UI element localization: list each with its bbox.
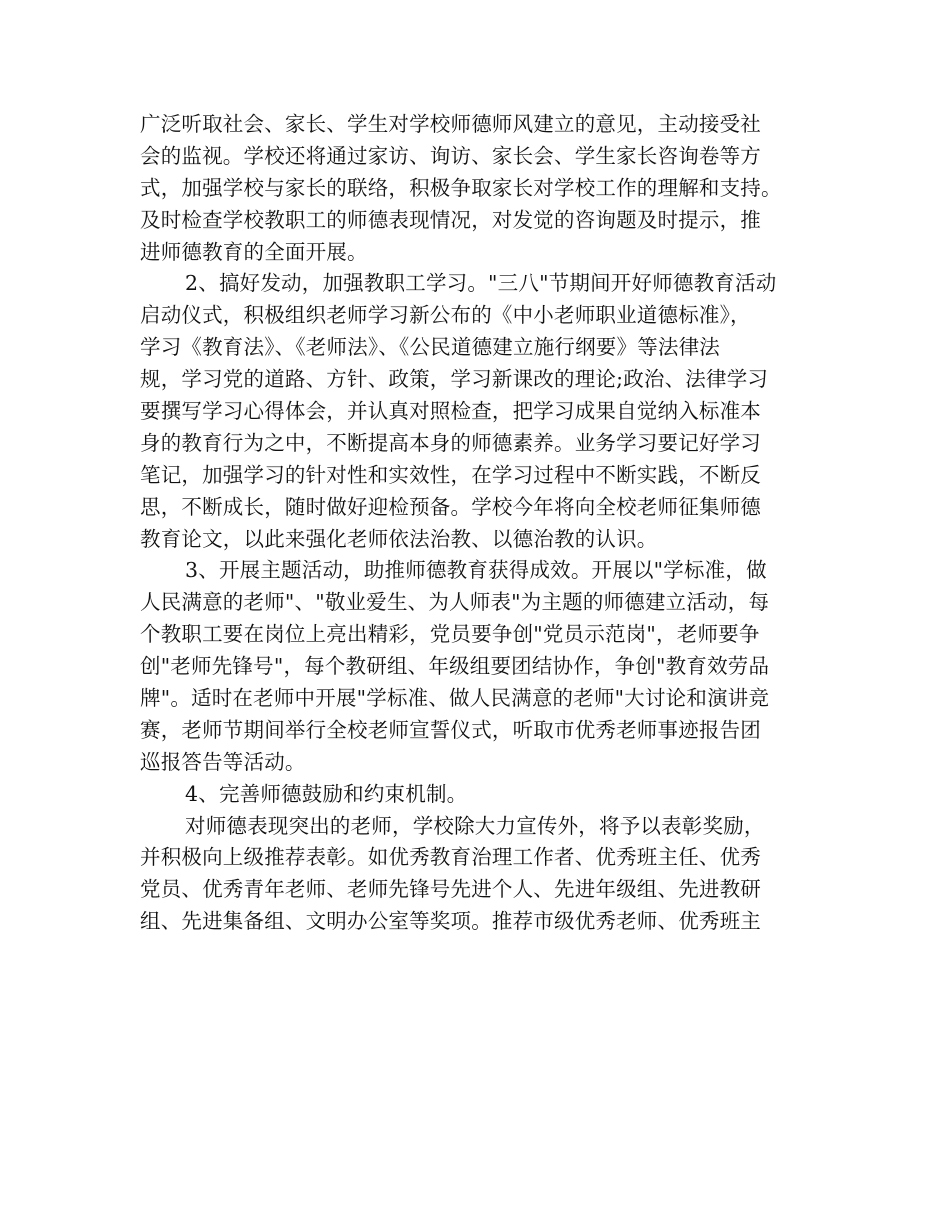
text-line: 广泛听取社会、家长、学生对学校师德师风建立的意见，主动接受社 xyxy=(140,112,761,136)
text-line: 党员、优秀青年老师、老师先锋号先进个人、先进年级组、先进教研 xyxy=(140,877,761,902)
text-line: 组、先进集备组、文明办公室等奖项。推荐市级优秀老师、优秀班主 xyxy=(140,909,761,934)
document-body xyxy=(140,109,830,938)
text-line: 个教职工要在岗位上亮出精彩，党员要争创"党员示范岗"，老师要争 xyxy=(140,622,760,647)
text-line: 思，不断成长，随时做好迎检预备。学校今年将向全校老师征集师德 xyxy=(140,494,761,519)
text-line: 会的监视。学校还将通过家访、询访、家长会、学生家长咨询卷等方 xyxy=(140,143,761,168)
text-line: 巡报答告等活动。 xyxy=(140,749,306,774)
text-line: 并积极向上级推荐表彰。如优秀教育治理工作者、优秀班主任、优秀 xyxy=(140,845,761,870)
text-line: 牌"。适时在老师中开展"学标准、做人民满意的老师"大讨论和演讲竞 xyxy=(140,686,770,711)
text-line: 要撰写学习心得体会，并认真对照检查，把学习成果自觉纳入标准本 xyxy=(140,399,761,424)
text-line: 进师德教育的全面开展。 xyxy=(140,239,368,264)
text-line: 式，加强学校与家长的联络，积极争取家长对学校工作的理解和支持。 xyxy=(140,175,782,200)
text-line: 人民满意的老师"、"敬业爱生、为人师表"为主题的师德建立活动，每 xyxy=(140,590,770,615)
text-line: 规，学习党的道路、方针、政策，学习新课改的理论;政治、法律学习 xyxy=(140,367,769,392)
text-line: 身的教育行为之中，不断提高本身的师德素养。业务学习要记好学习 xyxy=(140,430,761,455)
text-line: 笔记，加强学习的针对性和实效性，在学习过程中不断实践，不断反 xyxy=(140,462,761,487)
text-line: 及时检查学校教职工的师德表现情况，对发觉的咨询题及时提示，推 xyxy=(140,207,761,232)
text-line: 对师德表现突出的老师，学校除大力宣传外，将予以表彰奖励， xyxy=(185,813,765,838)
text-line: 创"老师先锋号"，每个教研组、年级组要团结协作，争创"教育效劳品 xyxy=(140,654,770,679)
text-line: 3、开展主题活动，助推师德教育获得成效。开展以"学标准，做 xyxy=(185,558,767,583)
text-line: 赛，老师节期间举行全校老师宣誓仪式，听取市优秀老师事迹报告团 xyxy=(140,717,761,742)
text-line: 学习《教育法》、《老师法》、《公民道德建立施行纲要》等法律法 xyxy=(140,335,720,360)
text-line: 4、完善师德鼓励和约束机制。 xyxy=(185,781,468,806)
text-line: 启动仪式，积极组织老师学习新公布的《中小老师职业道德标准》， xyxy=(140,303,751,328)
text-line: 教育论文，以此来强化老师依法治教、以德治教的认识。 xyxy=(140,526,658,551)
text-line: 2、搞好发动，加强教职工学习。"三八"节期间开好师德教育活动 xyxy=(185,271,777,296)
